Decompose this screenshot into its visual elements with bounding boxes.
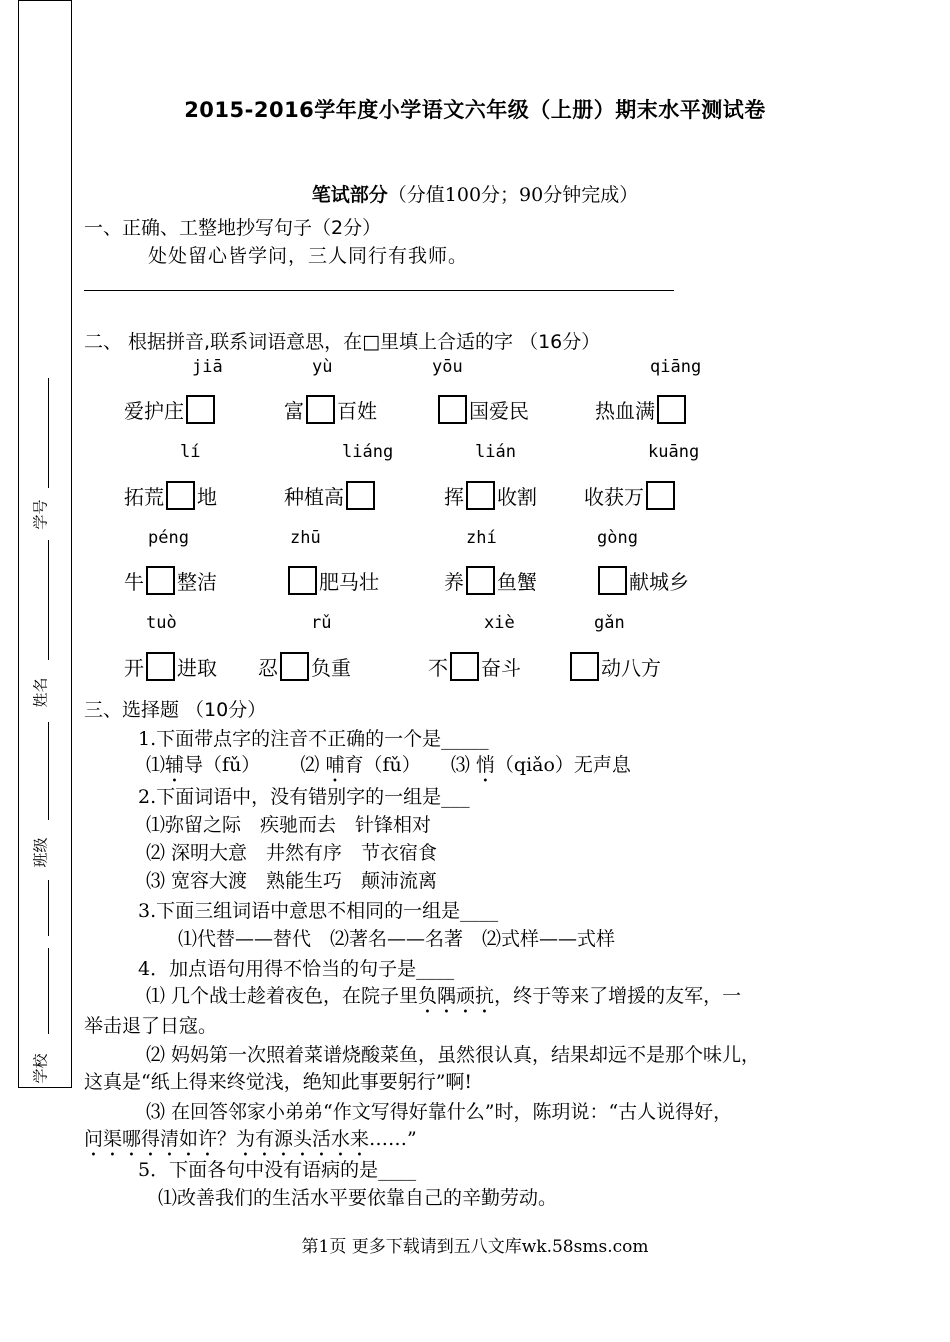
name-line <box>48 540 49 660</box>
answer-box[interactable] <box>186 395 215 424</box>
option-text: 导（fǔ） <box>184 754 261 776</box>
option-text: （qiǎo）无声息 <box>494 754 631 776</box>
word-prefix: 牛 <box>124 570 144 594</box>
word-suffix: 地 <box>197 485 217 509</box>
answer-box[interactable] <box>646 481 675 510</box>
word-suffix: 肥马壮 <box>319 570 379 594</box>
answer-box[interactable] <box>598 566 627 595</box>
question-2-option-2: ⑵ 深明大意 井然有序 节衣宿食 <box>146 842 438 864</box>
word-item <box>124 481 217 510</box>
answer-box[interactable] <box>166 481 195 510</box>
word-suffix: 收割 <box>497 485 537 509</box>
pinyin: gǎn <box>594 613 625 633</box>
question-4-option-2: ⑵ 妈妈第一次照着菜谱烧酸菜鱼，虽然很认真，结果却远不是那个味儿， <box>146 1044 761 1066</box>
word-suffix: 国爱民 <box>469 399 529 423</box>
binding-strip <box>18 0 72 1088</box>
question-4-option-1 <box>146 981 741 1018</box>
word-prefix: 不 <box>428 656 448 680</box>
word-prefix: 挥 <box>444 485 464 509</box>
exam-subtitle <box>0 180 950 207</box>
answer-line <box>84 290 674 291</box>
class-line <box>48 722 49 820</box>
answer-box[interactable] <box>288 566 317 595</box>
number-label: 学号 <box>31 499 50 530</box>
pinyin: liáng <box>342 442 394 462</box>
answer-box[interactable] <box>438 395 467 424</box>
question-2: 2.下面词语中，没有错别字的一组是___ <box>138 786 470 808</box>
pinyin: yōu <box>432 357 463 377</box>
option-text: 育（fǔ） <box>344 754 421 776</box>
option-number: ⑶ <box>450 754 476 776</box>
dotted-phrase: 问渠哪得清如许？为有源头活水来 <box>84 1128 370 1150</box>
answer-box[interactable] <box>466 566 495 595</box>
option-text: ……” <box>369 1128 417 1150</box>
page-footer: 第1页 更多下载请到五八文库wk.58sms.com <box>301 1237 649 1257</box>
dotted-char: 哺 <box>325 754 345 776</box>
word-item <box>584 481 677 510</box>
answer-box[interactable] <box>657 395 686 424</box>
copy-sentence: 处处留心皆学问，三人同行有我师。 <box>148 245 469 267</box>
section-1-heading: 一、正确、工整地抄写句子（2分） <box>84 217 382 239</box>
answer-box[interactable] <box>146 652 175 681</box>
answer-box[interactable] <box>306 395 335 424</box>
word-item <box>124 395 217 424</box>
school-label: 学校 <box>31 1053 50 1084</box>
answer-box[interactable] <box>466 481 495 510</box>
answer-box[interactable] <box>570 652 599 681</box>
question-5: 5．下面各句中没有语病的是____ <box>138 1159 417 1181</box>
option-number: ⑵ <box>300 754 326 776</box>
question-4-option-1-cont: 举击退了日寇。 <box>84 1015 218 1037</box>
pinyin: zhū <box>290 528 321 548</box>
word-suffix: 献城乡 <box>629 570 689 594</box>
question-2-option-1: ⑴弥留之际 疾驰而去 针锋相对 <box>146 814 432 836</box>
question-3-options: ⑴代替——替代 ⑵著名——名著 ⑵式样——式样 <box>178 928 616 950</box>
dotted-char: 辅 <box>165 754 185 776</box>
word-prefix: 种植高 <box>284 485 344 509</box>
question-5-option-1: ⑴改善我们的生活水平要依靠自己的辛勤劳动。 <box>158 1187 558 1209</box>
section-3-heading: 三、选择题 （10分） <box>84 699 267 721</box>
exam-title: 2015-2016学年度小学语文六年级（上册）期末水平测试卷 <box>184 98 766 122</box>
word-prefix: 拓荒 <box>124 485 164 509</box>
question-2-option-3: ⑶ 宽容大渡 熟能生巧 颠沛流离 <box>146 870 438 892</box>
number-line <box>48 378 49 488</box>
section-2-heading: 二、 根据拼音,联系词语意思，在□里填上合适的字 （16分） <box>84 331 601 353</box>
word-item <box>286 566 379 595</box>
question-4-option-2-cont: 这真是“纸上得来终觉浅，绝知此事要躬行”啊! <box>84 1071 473 1093</box>
option-number: ⑴ <box>146 754 166 776</box>
name-label: 姓名 <box>31 677 50 708</box>
word-suffix: 负重 <box>311 656 351 680</box>
pinyin: lí <box>180 442 201 462</box>
option-text: ⑴ 几个战士趁着夜色，在院子里 <box>146 985 419 1007</box>
word-suffix: 奋斗 <box>481 656 521 680</box>
word-suffix: 动八方 <box>601 656 661 680</box>
word-item <box>284 395 377 424</box>
class-line-2 <box>48 880 49 936</box>
word-item <box>595 395 688 424</box>
word-item <box>444 481 537 510</box>
word-prefix: 爱护庄 <box>124 399 184 423</box>
pinyin: qiāng <box>650 357 702 377</box>
answer-box[interactable] <box>146 566 175 595</box>
subtitle-rest: （分值100分；90分钟完成） <box>387 184 639 206</box>
word-prefix: 热血满 <box>595 399 655 423</box>
answer-box[interactable] <box>450 652 479 681</box>
word-item <box>284 481 377 510</box>
word-suffix: 鱼蟹 <box>497 570 537 594</box>
pinyin: jiā <box>192 357 223 377</box>
word-prefix: 收获万 <box>584 485 644 509</box>
question-1: 1.下面带点字的注音不正确的一个是_____ <box>138 728 489 750</box>
word-item <box>444 566 537 595</box>
word-prefix: 富 <box>284 399 304 423</box>
pinyin: yù <box>312 357 333 377</box>
pinyin: kuāng <box>648 442 700 462</box>
class-label: 班级 <box>31 837 50 868</box>
answer-box[interactable] <box>280 652 309 681</box>
pinyin: rǔ <box>311 613 332 633</box>
word-item <box>124 566 217 595</box>
question-3: 3.下面三组词语中意思不相同的一组是____ <box>138 900 499 922</box>
question-4: 4．加点语句用得不恰当的句子是____ <box>138 958 455 980</box>
word-suffix: 整洁 <box>177 570 217 594</box>
word-item <box>596 566 689 595</box>
word-suffix: 进取 <box>177 656 217 680</box>
answer-box[interactable] <box>346 481 375 510</box>
school-line <box>48 948 49 1034</box>
pinyin: péng <box>148 528 189 548</box>
question-4-option-3: ⑶ 在回答邻家小弟弟“作文写得好靠什么”时，陈玥说：“古人说得好， <box>146 1101 733 1123</box>
word-prefix: 忍 <box>258 656 278 680</box>
pinyin: zhí <box>466 528 497 548</box>
pinyin: gòng <box>597 528 638 548</box>
word-item <box>436 395 529 424</box>
word-suffix: 百姓 <box>337 399 377 423</box>
subtitle-bold: 笔试部分 <box>311 184 388 206</box>
word-item <box>568 652 661 681</box>
pinyin: tuò <box>146 613 177 633</box>
word-prefix: 开 <box>124 656 144 680</box>
dotted-phrase: 负隅顽抗 <box>418 985 495 1007</box>
dotted-char: 悄 <box>475 754 495 776</box>
word-prefix: 养 <box>444 570 464 594</box>
pinyin: xiè <box>484 613 515 633</box>
word-item <box>124 652 217 681</box>
option-text: ，终于等来了增援的友军，一 <box>494 985 742 1007</box>
pinyin: lián <box>475 442 516 462</box>
word-item <box>258 652 351 681</box>
word-item <box>428 652 521 681</box>
